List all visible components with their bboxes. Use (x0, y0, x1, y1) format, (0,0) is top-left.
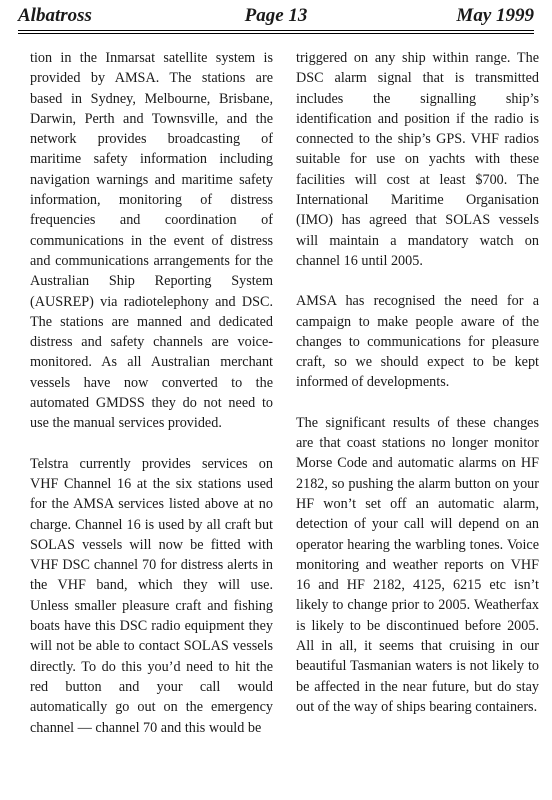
header-rule-bottom (18, 33, 534, 34)
left-paragraph-1: tion in the Inmarsat satellite system is provided by AMSA. The stations are based in Sydney, Melbourne, Brisbane, Darwin, Perth and Townsville, and the network provides broadcasting of maritime safety information including navigation warnings and maritime safety information, monitoring of distress frequencies and coordination of communications in the event of distress and communications arrangements for the Australian Ship Reporting System (AUSREP) via radiotelephony and DSC. The stations are manned and dedicated distress and safety channels are voice-monitored. As all Australian merchant vessels have now converted to the automated GMDSS they do not need to use the manual services provided. (30, 50, 273, 432)
right-column (296, 48, 539, 717)
page-header (18, 2, 534, 30)
left-column (30, 48, 273, 738)
issue-date: May 1999 (456, 5, 534, 26)
page-number: Page 13 (244, 5, 308, 26)
right-paragraph-2: AMSA has recognised the need for a campaign to make people aware of the changes to communications for pleasure craft, so we should expect to be kept informed of developments. (296, 293, 539, 391)
publication-title: Albatross (18, 5, 92, 26)
right-paragraph-1: triggered on any ship within range. The DSC alarm signal that is transmitted includes the signalling ship’s identification and position if the radio is connected to the ship’s GPS. VHF radios suitable for use on yachts with these facilities will cost at least $700. The International Maritime Organisation (IMO) has agreed that SOLAS vessels will maintain a mandatory watch on channel 16 until 2005. (296, 50, 539, 269)
left-paragraph-2: Telstra currently provides services on VHF Channel 16 at the six stations used for the AMSA services listed above at no charge. Channel 16 is used by all craft but SOLAS vessels will now be fitted with VHF DSC channel 70 for distress alerts in the VHF band, which they will use. Unless smaller pleasure craft and fishing boats have this DSC radio equipment they will not be able to contact SOLAS vessels directly. To do this you’d need to hit the red button and your call would automatically go out on the emergency channel — channel 70 and this would be (30, 455, 273, 736)
header-rule-top (18, 30, 534, 31)
right-paragraph-3: The significant results of these changes are that coast stations no longer monitor Morse Code and automatic alarms on HF 2182, so pushing the alarm button on your HF won’t set off an automatic alarm, detection of your call will depend on an operator hearing the warbling tones. Voice monitoring and weather reports on VHF 16 and HF 2182, 4125, 6215 etc isn’t likely to change prior to 2005. Weatherfax is likely to be discontinued before 2005. All in all, it seems that cruising in our beautiful Tasmanian waters is not likely to be affected in the near future, but do stay out of the way of ships bearing containers. (296, 414, 539, 715)
